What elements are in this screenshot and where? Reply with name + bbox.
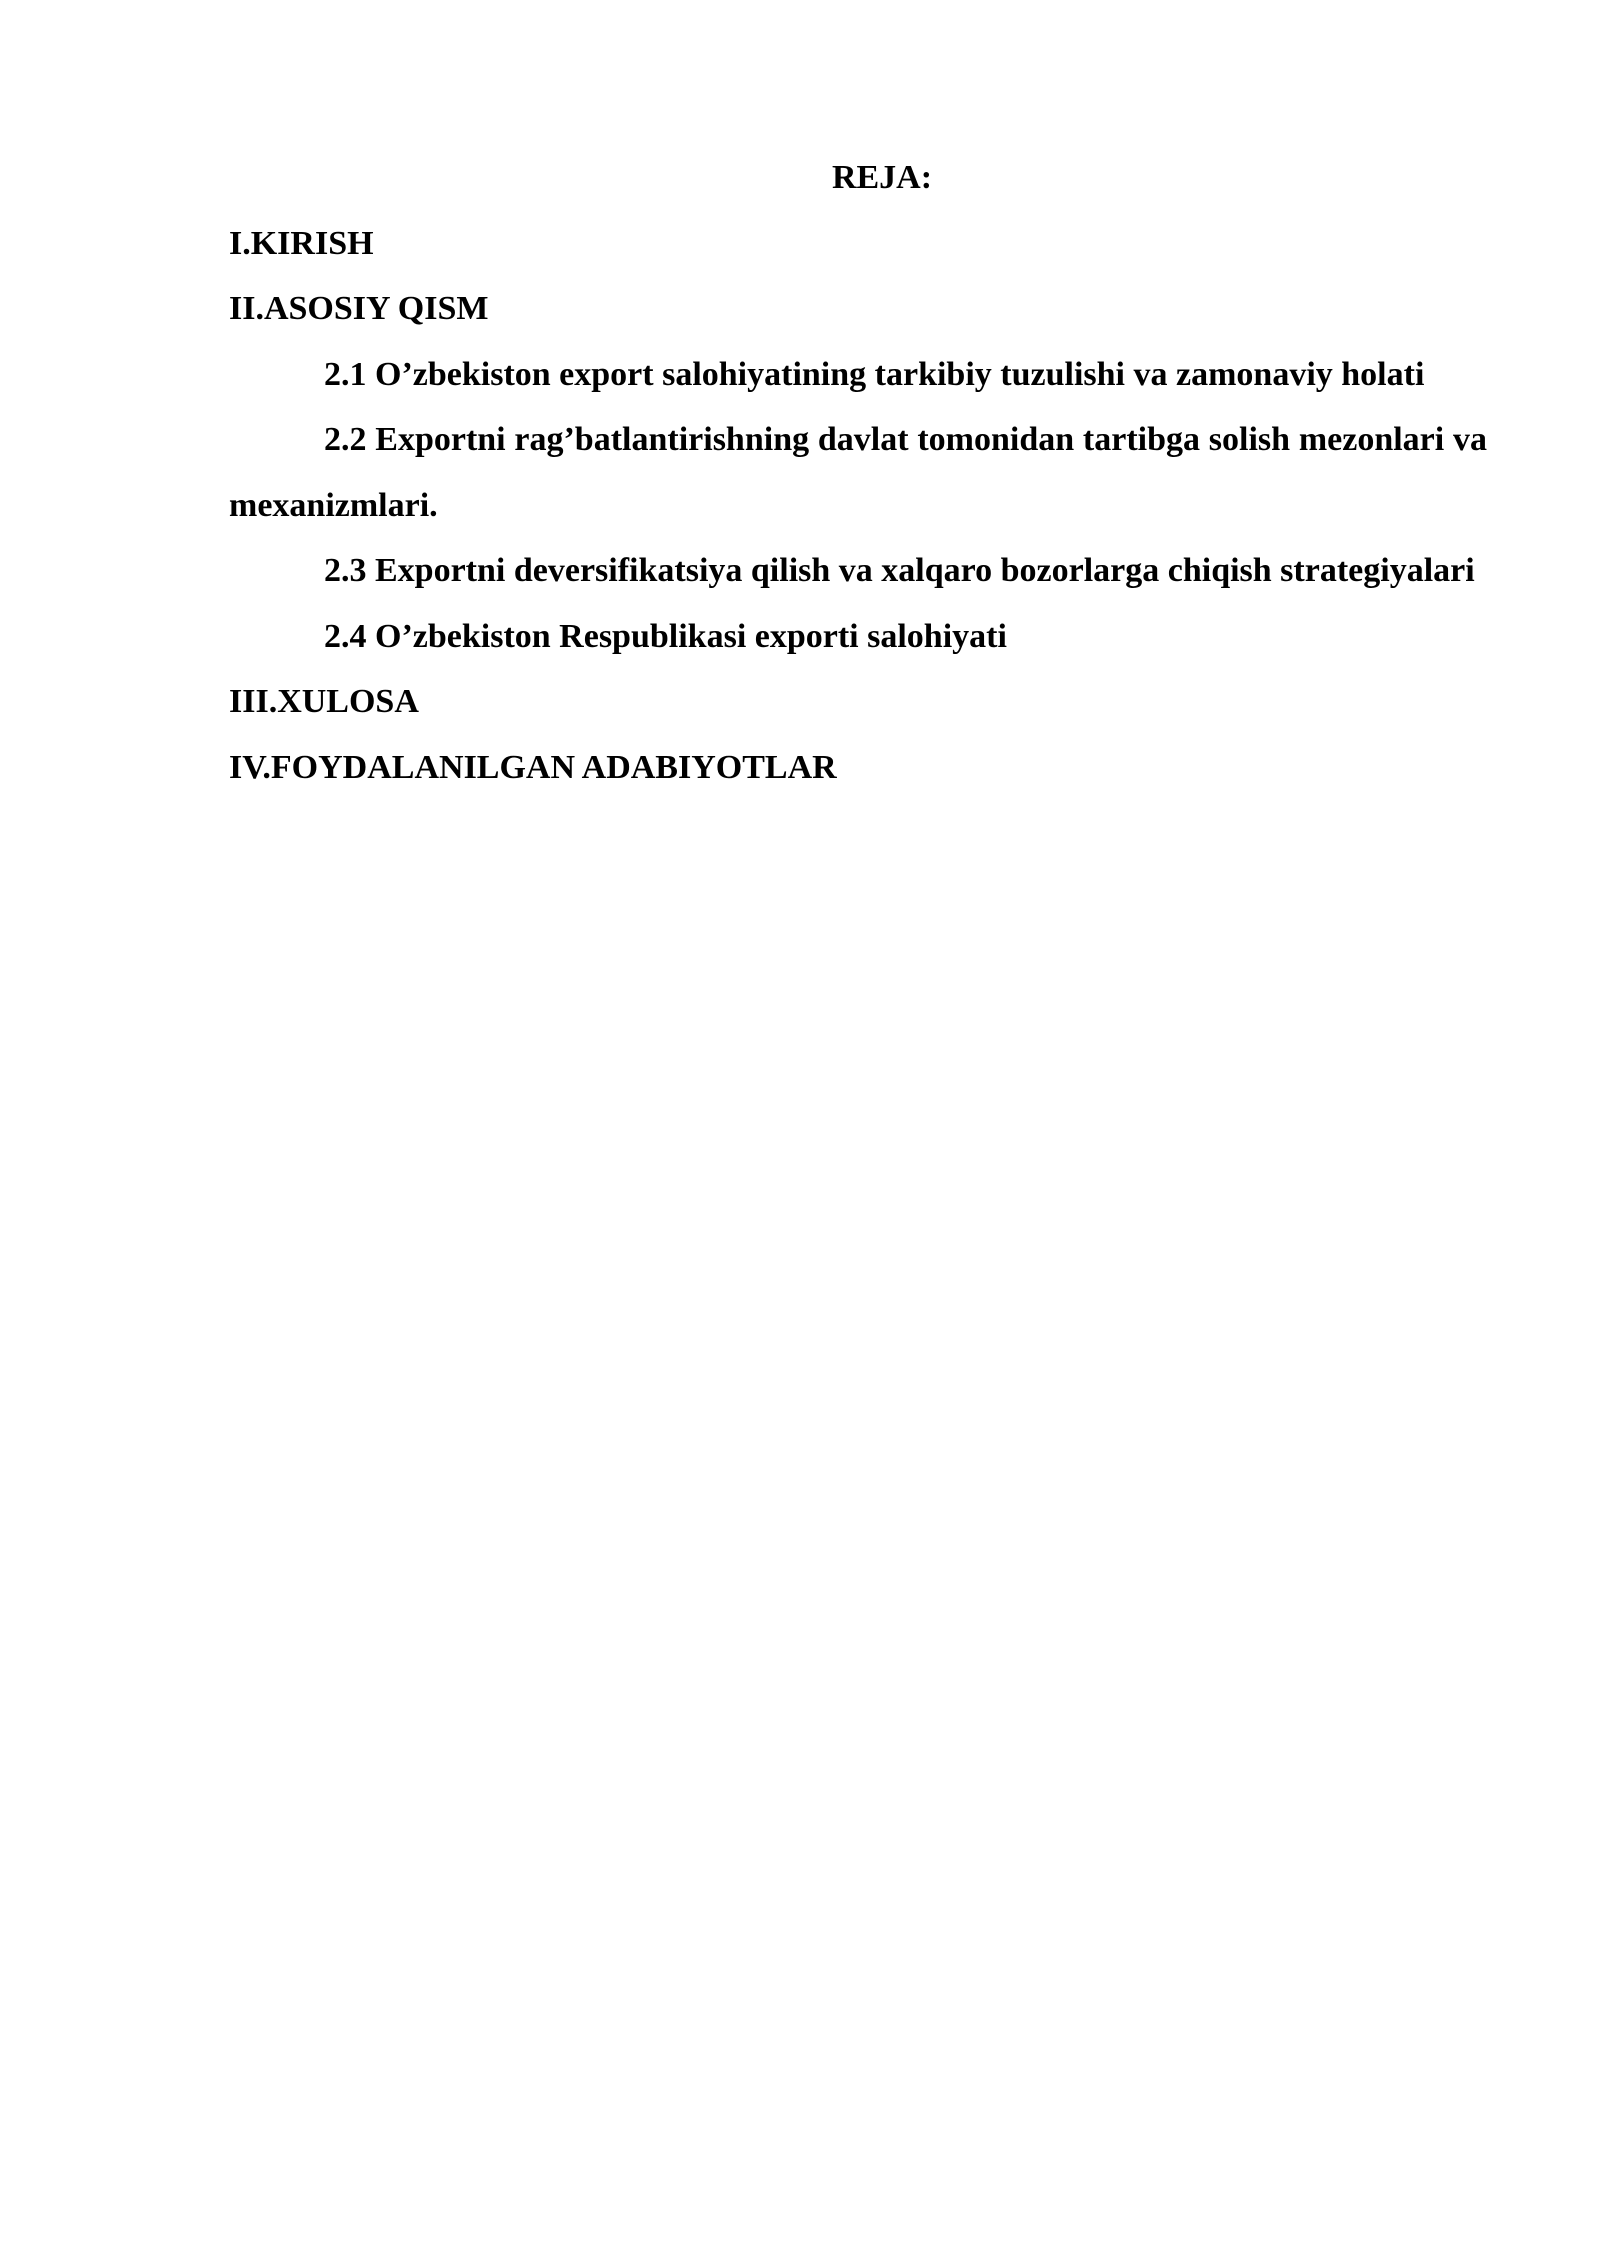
- toc-item-main-part: II.ASOSIY QISM: [229, 290, 489, 327]
- table-of-contents: [229, 145, 1487, 800]
- toc-item-introduction: I.KIRISH: [229, 224, 374, 262]
- toc-subitem-2-4: 2.4 O’zbekiston Respublikasi exporti salohiyati: [324, 617, 1007, 655]
- page-title: REJA:: [831, 159, 933, 196]
- toc-item-conclusion: III.XULOSA: [229, 683, 419, 720]
- toc-subitem-2-1: 2.1 O’zbekiston export salohiyatining tarkibiy tuzulishi va zamonaviy holati: [324, 355, 1425, 393]
- toc-subitem-2-3: 2.3 Exportni deversifikatsiya qilish va xalqaro bozorlarga chiqish strategiyalari: [324, 552, 1475, 589]
- toc-item-references: IV.FOYDALANILGAN ADABIYOTLAR: [229, 748, 837, 786]
- toc-subitem-2-2: 2.2 Exportni rag’batlantirishning davlat tomonidan tartibga solish mezonlari va mexanizmlari.: [229, 421, 1487, 524]
